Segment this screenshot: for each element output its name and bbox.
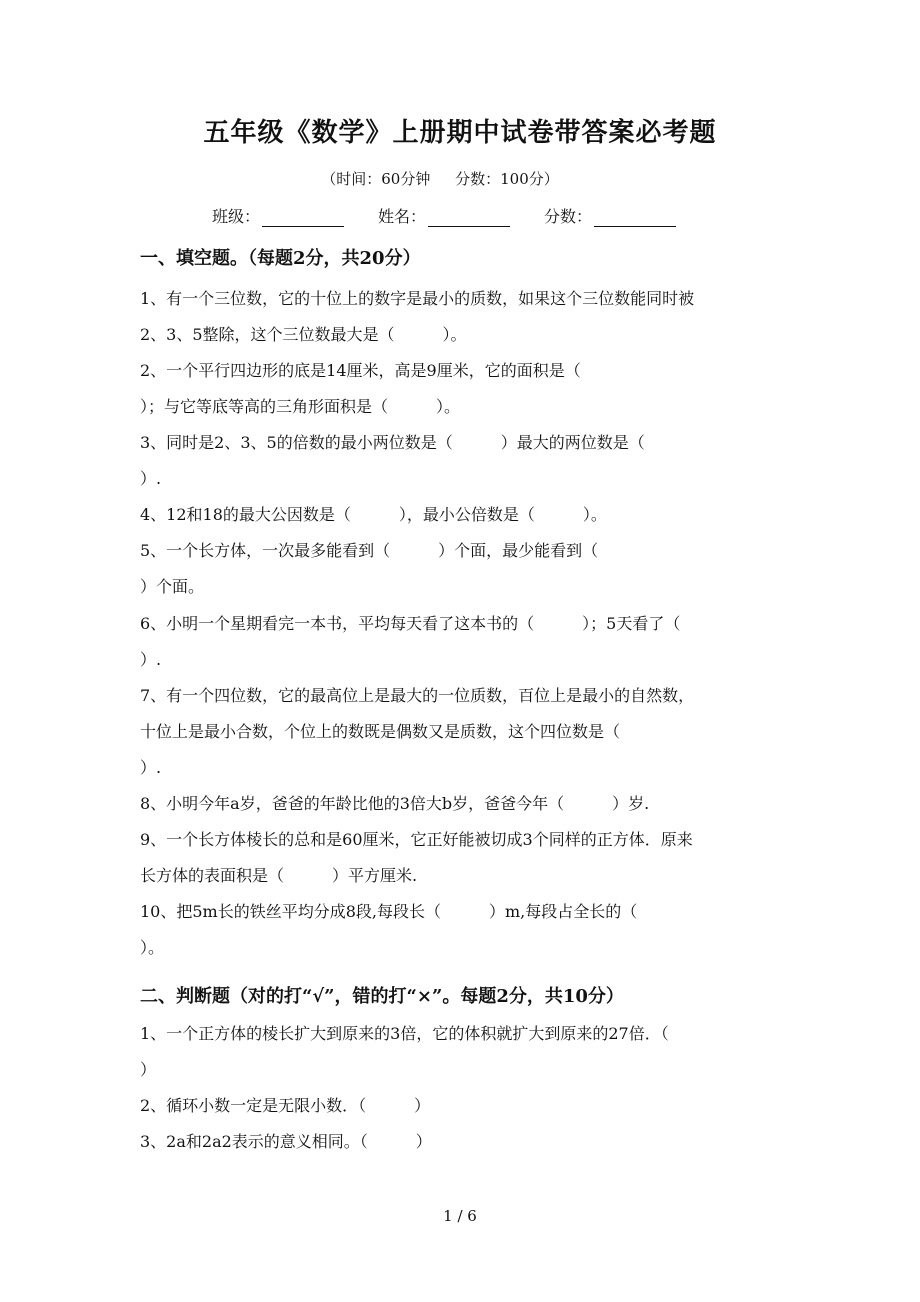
question-line: 3、同时是2、3、5的倍数的最小两位数是（ ）最大的两位数是（	[140, 433, 645, 452]
question-line: 十位上是最小合数，个位上的数既是偶数又是质数，这个四位数是（	[140, 722, 621, 741]
page-title: 五年级《数学》上册期中试卷带答案必考题	[203, 118, 717, 148]
exam-time: （时间：60分钟	[321, 170, 431, 188]
class-field	[212, 204, 344, 227]
question-line: 3、2a和2a2表示的意义相同。（ ）	[140, 1132, 432, 1151]
question-line: 长方体的表面积是（ ）平方厘米.	[140, 866, 418, 885]
section-2-heading: 二、判断题（对的打“√”，错的打“×”。每题2分，共10分）	[140, 986, 624, 1007]
section-1-heading: 一、填空题。（每题2分，共20分）	[140, 248, 421, 269]
question-line: 1、一个正方体的棱长扩大到原来的3倍，它的体积就扩大到原来的27倍．（	[140, 1024, 669, 1043]
question-line: 1、有一个三位数，它的十位上的数字是最小的质数，如果这个三位数能同时被	[140, 289, 695, 308]
question-line: ）。	[140, 938, 165, 957]
score-field	[544, 204, 676, 227]
question-line: 6、小明一个星期看完一本书，平均每天看了这本书的（ ）；5天看了（	[140, 614, 681, 633]
question-line: 8、小明今年a岁，爸爸的年龄比他的3倍大b岁，爸爸今年（ ）岁.	[140, 794, 650, 813]
question-line: 2、一个平行四边形的底是14厘米，高是9厘米，它的面积是（	[140, 361, 581, 380]
score-blank[interactable]	[594, 210, 676, 227]
exam-total-score: 分数：100分）	[455, 170, 559, 188]
name-blank[interactable]	[428, 210, 510, 227]
question-line: ）.	[140, 469, 162, 488]
name-field	[378, 204, 510, 227]
question-line: 9、一个长方体棱长的总和是60厘米，它正好能被切成3个同样的正方体．原来	[140, 830, 693, 849]
question-line: 2、循环小数一定是无限小数．（ ）	[140, 1096, 431, 1115]
question-line: ）个面。	[140, 577, 205, 596]
class-label: 班级：	[212, 207, 261, 226]
question-line: ）	[140, 1060, 157, 1079]
question-line: 2、3、5整除，这个三位数最大是（ ）。	[140, 325, 467, 344]
question-line: 5、一个长方体，一次最多能看到（ ）个面，最少能看到（	[140, 541, 599, 560]
question-line: 4、12和18的最大公因数是（ ），最小公倍数是（ ）。	[140, 505, 607, 524]
question-line: ）.	[140, 758, 162, 777]
question-line: ）；与它等底等高的三角形面积是（ ）。	[140, 397, 461, 416]
score-label: 分数：	[544, 207, 593, 226]
question-line: 10、把5m长的铁丝平均分成8段,每段长（ ）m,每段占全长的（	[140, 902, 638, 921]
class-blank[interactable]	[262, 210, 344, 227]
exam-subtitle	[0, 168, 880, 189]
page-number: 1 / 6	[443, 1207, 477, 1225]
question-line: 7、有一个四位数，它的最高位上是最大的一位质数，百位上是最小的自然数，	[140, 686, 695, 705]
question-line: ）.	[140, 650, 162, 669]
student-info-row	[212, 204, 676, 227]
name-label: 姓名：	[378, 207, 427, 226]
